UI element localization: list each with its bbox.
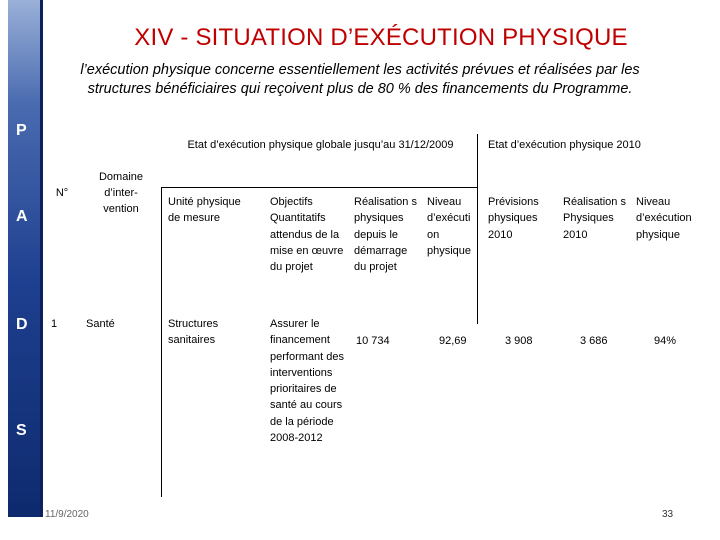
table-divider-vertical-2010 <box>477 134 478 324</box>
slide-subtitle: l’exécution physique concerne essentiellement les activités prévues et réalisées par les structures bénéficiaires qui reçoivent plus de 80 % des financements du Programme. <box>80 62 640 97</box>
row-niveau-2010: 94% <box>654 335 677 347</box>
column-header-previsions: Prévisions physiques 2010 <box>488 196 539 241</box>
sidebar-letter-a: A <box>16 208 28 225</box>
row-objectifs: Assurer le financement performant des interventions prioritaires de santé au cours de la période 2008-2012 <box>270 318 344 445</box>
row-unite: Structures sanitaires <box>168 318 219 347</box>
column-header-realisation-2010: Réalisation s Physiques 2010 <box>563 196 626 241</box>
row-niveau: 92,69 <box>439 335 467 347</box>
table-divider-horizontal <box>161 187 477 188</box>
sidebar-letter-p: P <box>16 122 27 139</box>
row-realisation: 10 734 <box>356 335 390 347</box>
group-header-global: Etat d’exécution physique globale jusqu’au 31/12/2009 <box>187 139 454 151</box>
column-header-niveau-2010: Niveau d’exécution physique <box>636 196 692 241</box>
page-number: 33 <box>662 509 674 520</box>
row-realisation-2010: 3 686 <box>580 335 608 347</box>
column-header-domaine: Domaine d’inter-vention <box>98 171 144 215</box>
column-header-realisation: Réalisation s physiques depuis le démarrage du projet <box>354 196 417 274</box>
group-header-2010: Etat d’exécution physique 2010 <box>488 139 641 151</box>
table-divider-vertical <box>161 187 162 497</box>
column-header-niveau: Niveau d’exécuti on physique <box>427 196 472 257</box>
column-header-objectifs: Objectifs Quantitatifs attendus de la mise en œuvre du projet <box>270 196 344 274</box>
row-domaine: Santé <box>86 318 115 330</box>
row-num: 1 <box>51 318 58 330</box>
sidebar-letter-d: D <box>16 316 28 333</box>
sidebar-band <box>0 0 42 540</box>
footer-date: 11/9/2020 <box>45 509 89 520</box>
sidebar-letter-s: S <box>16 422 27 439</box>
row-previsions: 3 908 <box>505 335 533 347</box>
column-header-num: N° <box>55 187 69 199</box>
column-header-unite: Unité physique de mesure <box>168 196 241 225</box>
slide-title: XIV - SITUATION D’EXÉCUTION PHYSIQUE <box>134 24 628 51</box>
